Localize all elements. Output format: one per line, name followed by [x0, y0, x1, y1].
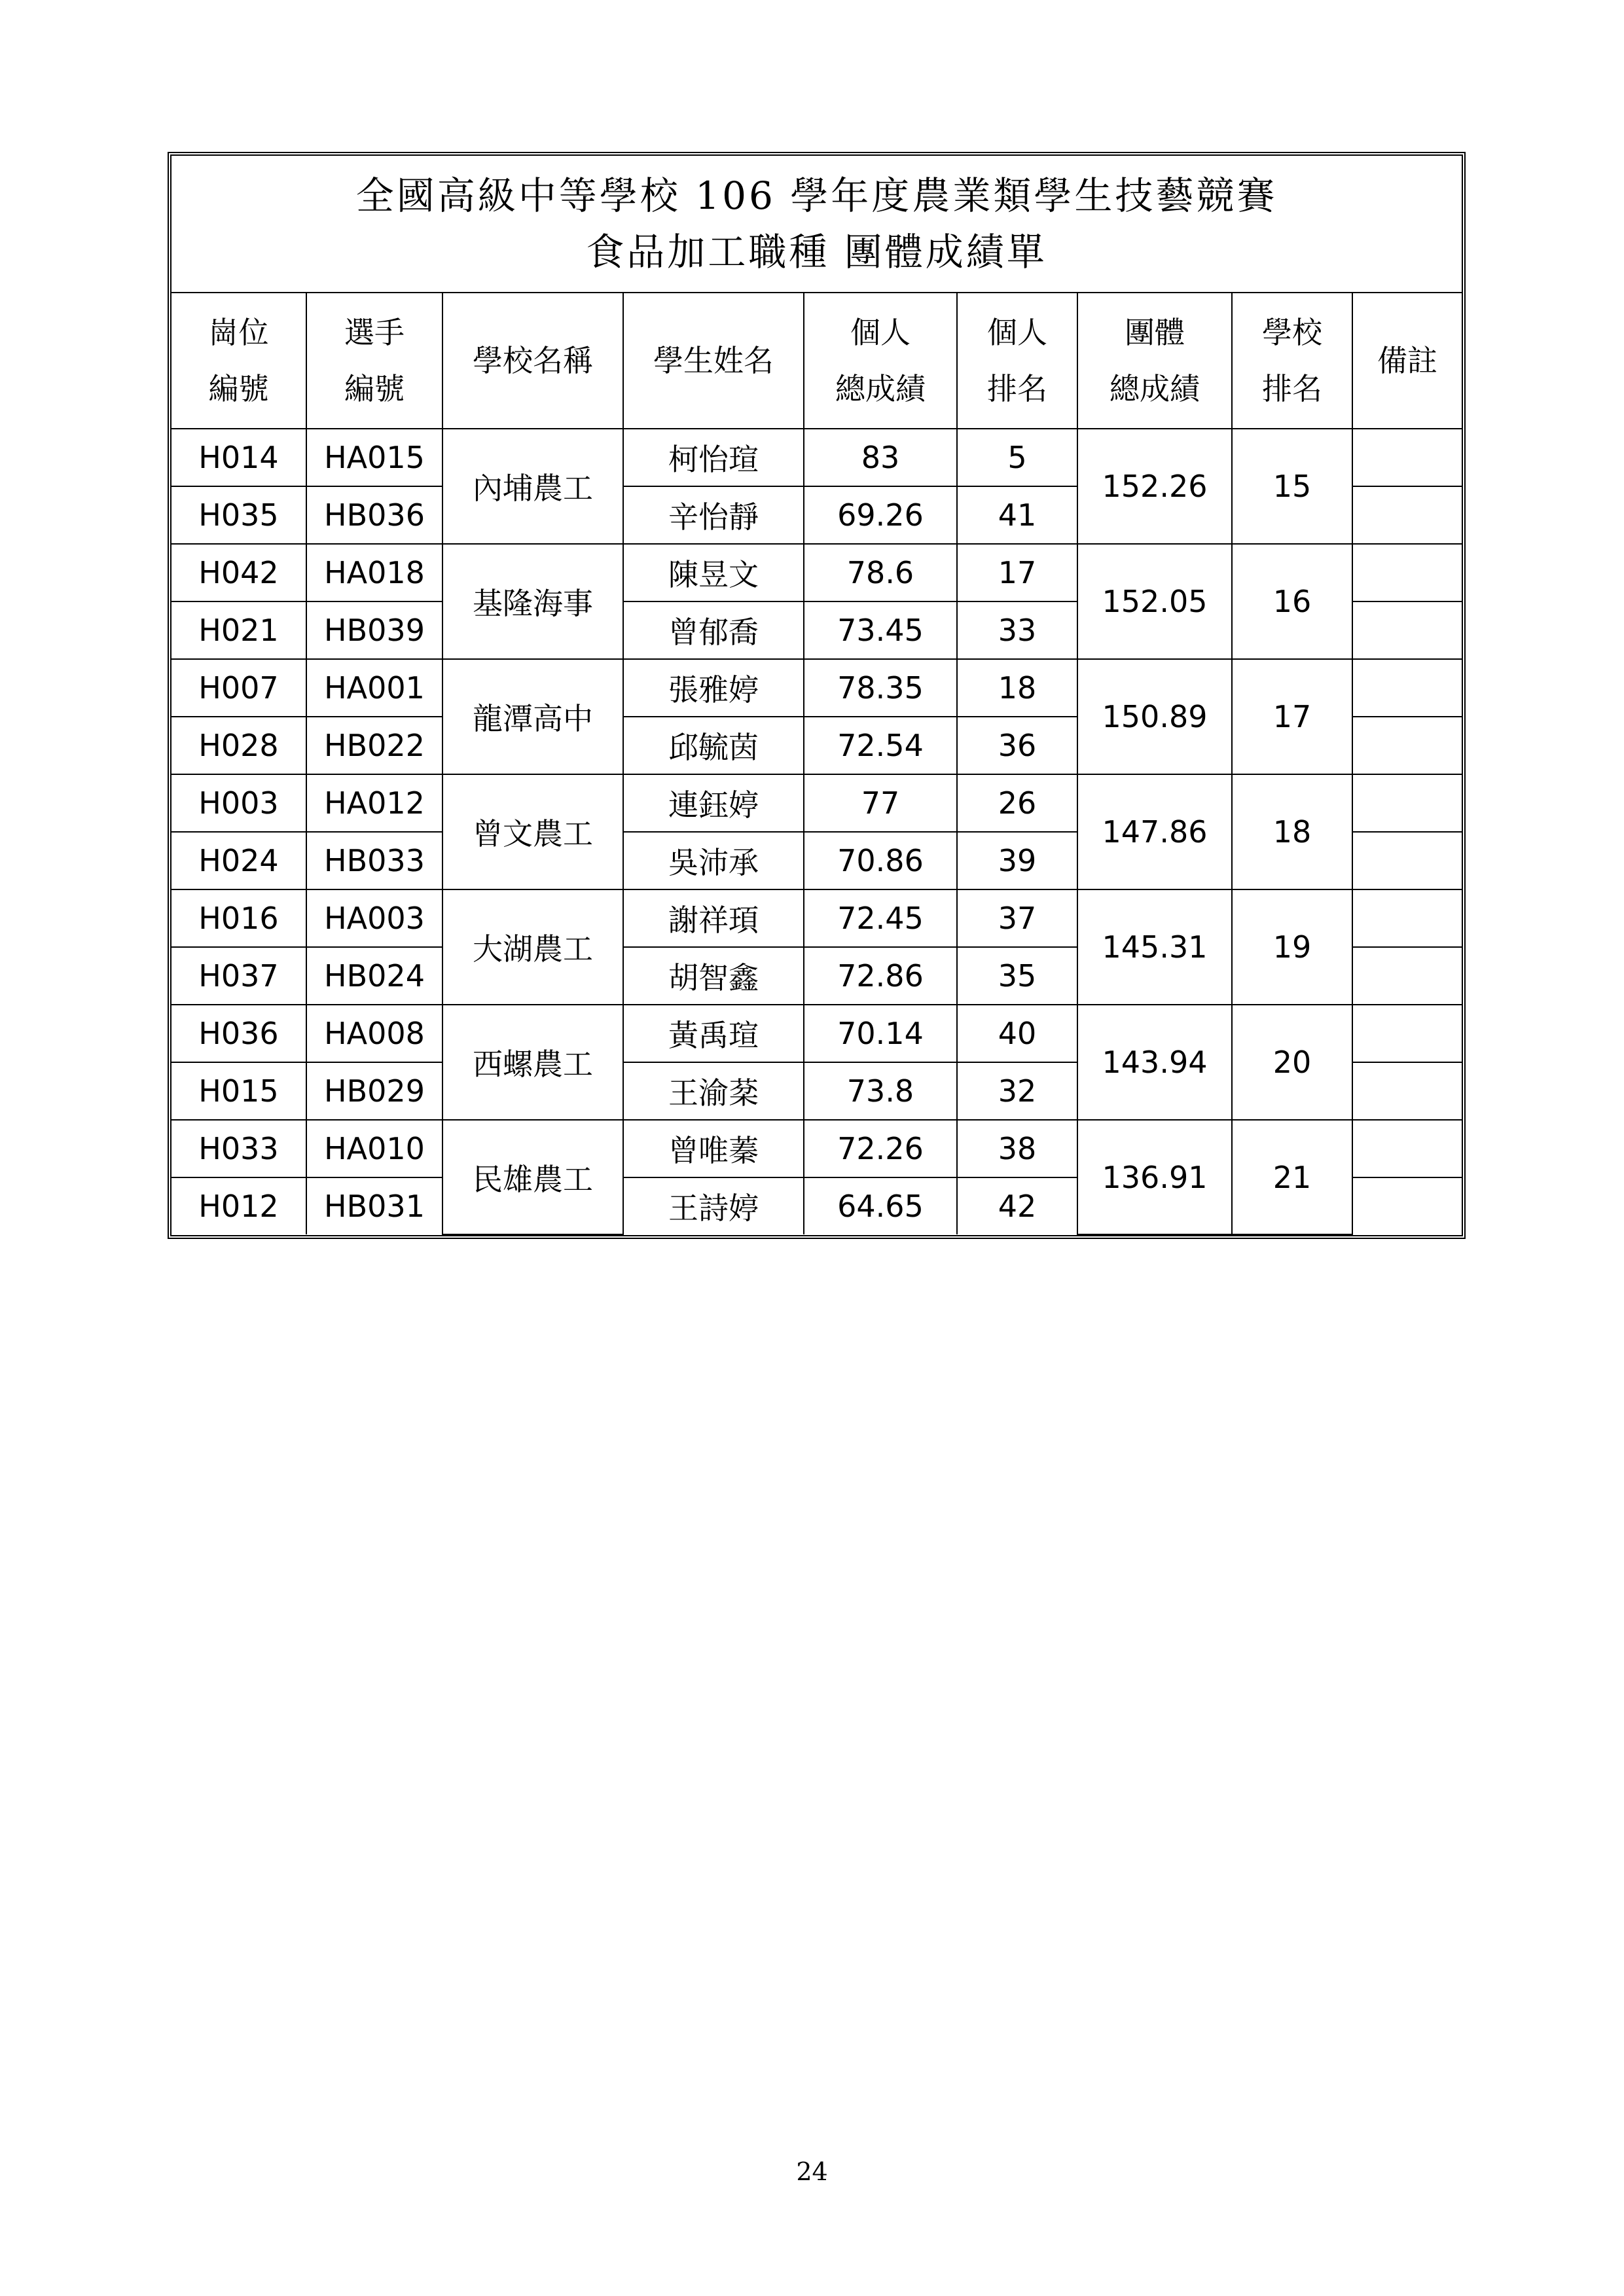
- remarks-cell: [1352, 486, 1462, 544]
- student-name-cell: 陳昱文: [623, 544, 804, 601]
- table-row: [171, 544, 1462, 601]
- student-name-cell: 吳沛承: [623, 832, 804, 889]
- station-no-cell: H028: [171, 717, 306, 774]
- table-row: [171, 659, 1462, 717]
- student-name-cell: 謝祥頊: [623, 889, 804, 947]
- remarks-cell: [1352, 947, 1462, 1005]
- remarks-cell: [1352, 1120, 1462, 1177]
- personal-rank-cell: 40: [957, 1005, 1077, 1062]
- header-personal-score: 個人 總成績: [804, 293, 957, 429]
- remarks-cell: [1352, 601, 1462, 659]
- student-name-cell: 邱毓茵: [623, 717, 804, 774]
- school-name-cell: 大湖農工: [442, 889, 623, 1005]
- personal-score-cell: 83: [804, 429, 957, 486]
- team-score-cell: 143.94: [1077, 1005, 1232, 1120]
- student-name-cell: 柯怡瑄: [623, 429, 804, 486]
- school-rank-cell: 16: [1232, 544, 1352, 659]
- station-no-cell: H036: [171, 1005, 306, 1062]
- personal-rank-cell: 33: [957, 601, 1077, 659]
- school-rank-cell: 17: [1232, 659, 1352, 774]
- table-row: [171, 1120, 1462, 1177]
- school-name-cell: 內埔農工: [442, 429, 623, 544]
- personal-score-cell: 72.45: [804, 889, 957, 947]
- table-row: [171, 889, 1462, 947]
- personal-rank-cell: 41: [957, 486, 1077, 544]
- school-rank-cell: 18: [1232, 774, 1352, 889]
- personal-rank-cell: 38: [957, 1120, 1077, 1177]
- personal-score-cell: 73.8: [804, 1062, 957, 1120]
- page-number: 24: [796, 2157, 828, 2186]
- personal-score-cell: 70.86: [804, 832, 957, 889]
- contestant-no-cell: HB029: [306, 1062, 442, 1120]
- contestant-no-cell: HB022: [306, 717, 442, 774]
- header-team-score: 團體 總成績: [1077, 293, 1232, 429]
- student-name-cell: 曾郁喬: [623, 601, 804, 659]
- contestant-no-cell: HB024: [306, 947, 442, 1005]
- station-no-cell: H021: [171, 601, 306, 659]
- personal-rank-cell: 35: [957, 947, 1077, 1005]
- header-school-rank: 學校 排名: [1232, 293, 1352, 429]
- header-personal-rank: 個人 排名: [957, 293, 1077, 429]
- title-line-1: 全國高級中等學校 106 學年度農業類學生技藝競賽: [355, 173, 1278, 218]
- personal-rank-cell: 32: [957, 1062, 1077, 1120]
- school-name-cell: 西螺農工: [442, 1005, 623, 1120]
- station-no-cell: H042: [171, 544, 306, 601]
- remarks-cell: [1352, 429, 1462, 486]
- school-name-cell: 曾文農工: [442, 774, 623, 889]
- personal-rank-cell: 5: [957, 429, 1077, 486]
- contestant-no-cell: HA003: [306, 889, 442, 947]
- team-score-cell: 145.31: [1077, 889, 1232, 1005]
- school-rank-cell: 21: [1232, 1120, 1352, 1234]
- student-name-cell: 黃禹瑄: [623, 1005, 804, 1062]
- student-name-cell: 曾唯蓁: [623, 1120, 804, 1177]
- header-remarks: 備註: [1352, 293, 1462, 429]
- station-no-cell: H024: [171, 832, 306, 889]
- header-student-name: 學生姓名: [623, 293, 804, 429]
- station-no-cell: H037: [171, 947, 306, 1005]
- team-score-cell: 150.89: [1077, 659, 1232, 774]
- remarks-cell: [1352, 832, 1462, 889]
- student-name-cell: 連鈺婷: [623, 774, 804, 832]
- title-row: [171, 156, 1462, 293]
- personal-rank-cell: 26: [957, 774, 1077, 832]
- school-rank-cell: 19: [1232, 889, 1352, 1005]
- contestant-no-cell: HB031: [306, 1177, 442, 1234]
- contestant-no-cell: HB033: [306, 832, 442, 889]
- contestant-no-cell: HA012: [306, 774, 442, 832]
- remarks-cell: [1352, 1062, 1462, 1120]
- personal-rank-cell: 39: [957, 832, 1077, 889]
- personal-score-cell: 72.26: [804, 1120, 957, 1177]
- title-line-2: 食品加工職種 團體成績單: [586, 230, 1047, 274]
- remarks-cell: [1352, 1177, 1462, 1234]
- contestant-no-cell: HB036: [306, 486, 442, 544]
- personal-score-cell: 69.26: [804, 486, 957, 544]
- station-no-cell: H015: [171, 1062, 306, 1120]
- contestant-no-cell: HA008: [306, 1005, 442, 1062]
- header-station-no: 崗位 編號: [171, 293, 306, 429]
- header-row: [171, 293, 1462, 429]
- station-no-cell: H012: [171, 1177, 306, 1234]
- school-name-cell: 民雄農工: [442, 1120, 623, 1234]
- personal-score-cell: 72.54: [804, 717, 957, 774]
- student-name-cell: 張雅婷: [623, 659, 804, 717]
- contestant-no-cell: HA015: [306, 429, 442, 486]
- team-score-cell: 136.91: [1077, 1120, 1232, 1234]
- table-row: [171, 774, 1462, 832]
- contestant-no-cell: HA001: [306, 659, 442, 717]
- results-table-frame: [168, 152, 1466, 1239]
- personal-score-cell: 78.35: [804, 659, 957, 717]
- team-score-cell: 147.86: [1077, 774, 1232, 889]
- school-name-cell: 基隆海事: [442, 544, 623, 659]
- table-row: [171, 1005, 1462, 1062]
- remarks-cell: [1352, 659, 1462, 717]
- remarks-cell: [1352, 889, 1462, 947]
- station-no-cell: H033: [171, 1120, 306, 1177]
- contestant-no-cell: HB039: [306, 601, 442, 659]
- remarks-cell: [1352, 544, 1462, 601]
- school-rank-cell: 20: [1232, 1005, 1352, 1120]
- student-name-cell: 辛怡靜: [623, 486, 804, 544]
- station-no-cell: H035: [171, 486, 306, 544]
- student-name-cell: 王詩婷: [623, 1177, 804, 1234]
- school-name-cell: 龍潭高中: [442, 659, 623, 774]
- header-contestant-no: 選手 編號: [306, 293, 442, 429]
- personal-score-cell: 72.86: [804, 947, 957, 1005]
- personal-rank-cell: 42: [957, 1177, 1077, 1234]
- team-results-table: [171, 156, 1462, 1235]
- station-no-cell: H003: [171, 774, 306, 832]
- contestant-no-cell: HA010: [306, 1120, 442, 1177]
- station-no-cell: H016: [171, 889, 306, 947]
- personal-rank-cell: 36: [957, 717, 1077, 774]
- personal-score-cell: 77: [804, 774, 957, 832]
- header-school-name: 學校名稱: [442, 293, 623, 429]
- team-score-cell: 152.26: [1077, 429, 1232, 544]
- contestant-no-cell: HA018: [306, 544, 442, 601]
- personal-score-cell: 73.45: [804, 601, 957, 659]
- school-rank-cell: 15: [1232, 429, 1352, 544]
- student-name-cell: 王渝棻: [623, 1062, 804, 1120]
- personal-rank-cell: 18: [957, 659, 1077, 717]
- personal-rank-cell: 17: [957, 544, 1077, 601]
- team-score-cell: 152.05: [1077, 544, 1232, 659]
- remarks-cell: [1352, 774, 1462, 832]
- station-no-cell: H007: [171, 659, 306, 717]
- personal-score-cell: 70.14: [804, 1005, 957, 1062]
- personal-score-cell: 64.65: [804, 1177, 957, 1234]
- document-title: [171, 156, 1462, 293]
- station-no-cell: H014: [171, 429, 306, 486]
- remarks-cell: [1352, 717, 1462, 774]
- personal-score-cell: 78.6: [804, 544, 957, 601]
- personal-rank-cell: 37: [957, 889, 1077, 947]
- remarks-cell: [1352, 1005, 1462, 1062]
- student-name-cell: 胡智鑫: [623, 947, 804, 1005]
- table-row: [171, 429, 1462, 486]
